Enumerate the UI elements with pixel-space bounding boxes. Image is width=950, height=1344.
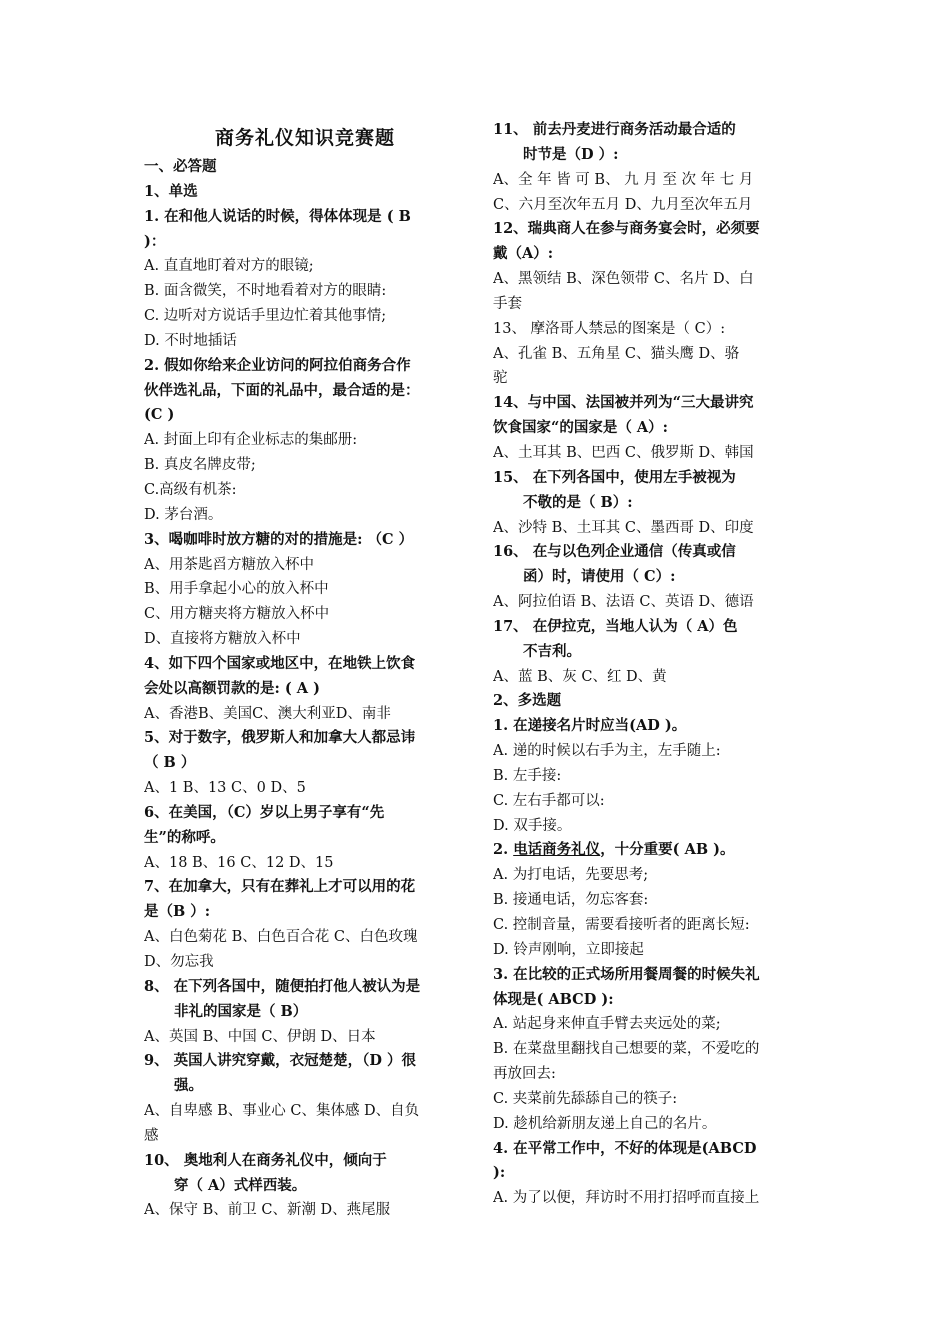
left-line: A、用茶匙舀方糖放入杯中 <box>144 556 314 573</box>
right-line: 13、 摩洛哥人禁忌的图案是（ C）: <box>493 320 726 337</box>
right-line: 体现是( ABCD ): <box>493 990 614 1008</box>
right-line: 2、多选题 <box>493 692 562 710</box>
right-line: 14、与中国、法国被并列为“三大最讲究 <box>493 394 754 412</box>
left-line: 非礼的国家是（ B） <box>174 1002 308 1020</box>
left-line: （ B ） <box>144 754 196 772</box>
right-line: 再放回去: <box>493 1066 556 1083</box>
right-line: A、蓝 B、灰 C、红 D、黄 <box>493 668 667 685</box>
left-line: A. 直直地盯着对方的眼镜; <box>144 258 314 275</box>
left-column <box>144 118 466 1223</box>
left-line: 4、如下四个国家或地区中，在地铁上饮食 <box>144 654 416 672</box>
right-line: 饮食国家“的国家是（ A）: <box>493 419 668 437</box>
left-line: 一、必答题 <box>144 158 217 175</box>
right-line: C. 控制音量，需要看接听者的距离长短: <box>493 917 750 933</box>
right-line: D. 双手接。 <box>493 817 572 834</box>
left-line: D. 茅台酒。 <box>144 506 223 523</box>
right-line: 不吉利。 <box>523 642 581 660</box>
right-line: 不敬的是（ B）: <box>523 493 633 511</box>
left-line: 9、 英国人讲究穿戴，衣冠楚楚，（D ）很 <box>144 1052 417 1070</box>
right-line: D. 趁机给新朋友递上自己的名片。 <box>493 1115 717 1132</box>
right-line: A、土耳其 B、巴西 C、俄罗斯 D、韩国 <box>493 444 754 461</box>
left-line: 强。 <box>174 1077 203 1095</box>
right-line: 16、 在与以色列企业通信（传真或信 <box>493 543 736 561</box>
left-line: 伙伴选礼品，下面的礼品中，最合适的是： <box>144 381 420 399</box>
underlined-term: 电话商务礼仪 <box>513 841 601 859</box>
right-line: B. 在菜盘里翻找自己想要的菜，不爱吃的 <box>493 1041 760 1058</box>
right-line: 3. 在比较的正式场所用餐周餐的时候失礼 <box>493 965 760 983</box>
right-line: C、六月至次年五月 D、九月至次年五月 <box>493 196 753 213</box>
left-line: D、直接将方糖放入杯中 <box>144 631 301 648</box>
left-line: 2. 假如你给来企业访问的阿拉伯商务合作 <box>144 356 411 374</box>
right-line: 函）时，请使用（ C）: <box>523 568 676 586</box>
right-line: B. 接通电话，勿忘客套: <box>493 892 649 909</box>
right-line: B. 左手接: <box>493 767 562 784</box>
left-line: D、勿忘我 <box>144 954 214 970</box>
right-line: 4. 在平常工作中，不好的体现是(ABCD <box>493 1139 757 1157</box>
left-line: 1、单选 <box>144 182 198 200</box>
right-line: A、阿拉伯语 B、法语 C、英语 D、德语 <box>493 594 754 611</box>
left-line: 5、对于数字，俄罗斯人和加拿大人都忌讳 <box>144 729 416 747</box>
right-line: A. 为了以便，拜访时不用打招呼而直接上 <box>493 1190 760 1207</box>
right-line: 戴（A）: <box>493 245 554 263</box>
left-line: 6、在美国，（C）岁以上男子享有“先 <box>144 803 385 821</box>
left-line: 会处以高额罚款的是: ( A ) <box>144 679 320 697</box>
left-line: A、自卑感 B、事业心 C、集体感 D、自负 <box>144 1103 420 1120</box>
left-line: )： <box>144 232 166 250</box>
left-line: C.高级有机茶: <box>144 481 237 498</box>
left-line: B、用手拿起小心的放入杯中 <box>144 581 329 598</box>
left-line: C、用方糖夹将方糖放入杯中 <box>144 606 330 623</box>
left-line: A、保守 B、前卫 C、新潮 D、燕尾服 <box>144 1202 391 1219</box>
right-line: ): <box>493 1164 506 1182</box>
left-line: 是（B ）: <box>144 903 211 921</box>
right-line: 12、瑞典商人在参与商务宴会时，必须要 <box>493 220 760 238</box>
right-line: D. 铃声刚响，立即接起 <box>493 941 644 958</box>
left-line: (C ) <box>144 406 175 424</box>
right-line: A、孔雀 B、五角星 C、猫头鹰 D、骆 <box>493 345 740 362</box>
left-line: A. 封面上印有企业标志的集邮册: <box>144 432 358 449</box>
left-line: C. 边听对方说话手里边忙着其他事情; <box>144 308 387 325</box>
left-line: 1. 在和他人说话的时候，得体体现是 ( B <box>144 207 411 225</box>
right-column <box>493 118 807 1211</box>
left-line: A、白色菊花 B、白色百合花 C、白色玫瑰 <box>144 929 418 946</box>
right-line: A、黑领结 B、深色领带 C、名片 D、白 <box>493 271 754 288</box>
right-line: 1. 在递接名片时应当(AD )。 <box>493 717 687 735</box>
right-line: 时节是（D ）: <box>523 145 619 163</box>
left-line: 穿（ A）式样西装。 <box>174 1176 307 1194</box>
right-line: A、沙特 B、土耳其 C、墨西哥 D、印度 <box>493 519 754 536</box>
right-line: A. 为打电话，先要思考; <box>493 867 649 884</box>
right-line: 17、 在伊拉克，当地人认为（ A）色 <box>493 617 738 635</box>
left-line: 生”的称呼。 <box>144 828 225 846</box>
right-line: C. 夹菜前先舔舔自己的筷子: <box>493 1090 678 1107</box>
left-line: A、英国 B、中国 C、伊朗 D、日本 <box>144 1028 376 1045</box>
left-line: A、1 B、13 C、0 D、5 <box>144 780 306 797</box>
right-line: 15、 在下列各国中，使用左手被视为 <box>493 468 736 486</box>
left-line: 8、 在下列各国中，随便拍打他人被认为是 <box>144 977 421 995</box>
left-line: D. 不时地插话 <box>144 332 237 349</box>
right-line: 手套 <box>493 295 522 312</box>
left-line: A、香港B、美国C、澳大利亚D、南非 <box>144 705 391 722</box>
left-line: 7、在加拿大，只有在葬礼上才可以用的花 <box>144 878 416 896</box>
right-line: C. 左右手都可以: <box>493 792 605 809</box>
right-line: 11、 前去丹麦进行商务活动最合适的 <box>493 121 736 138</box>
right-line: 2. 电话商务礼仪，十分重要( AB )。 <box>493 841 735 859</box>
left-line: 3、喝咖啡时放方糖的对的措施是: （C ） <box>144 530 414 548</box>
right-line: A. 站起身来伸直手臂去夹远处的菜; <box>493 1016 721 1033</box>
left-line: A、18 B、16 C、12 D、15 <box>144 854 334 871</box>
right-line: A、全 年 皆 可 B、 九 月 至 次 年 七 月 <box>493 171 754 188</box>
left-line: 感 <box>144 1127 159 1144</box>
left-line: 10、 奥地利人在商务礼仪中，倾向于 <box>144 1151 387 1169</box>
left-line: B. 真皮名牌皮带; <box>144 457 256 474</box>
left-line: B. 面含微笑，不时地看着对方的眼睛: <box>144 283 387 300</box>
left-line: 商务礼仪知识竞赛题 <box>214 127 395 149</box>
right-line: 驼 <box>493 370 508 387</box>
right-line: A. 递的时候以右手为主，左手随上: <box>493 743 721 760</box>
